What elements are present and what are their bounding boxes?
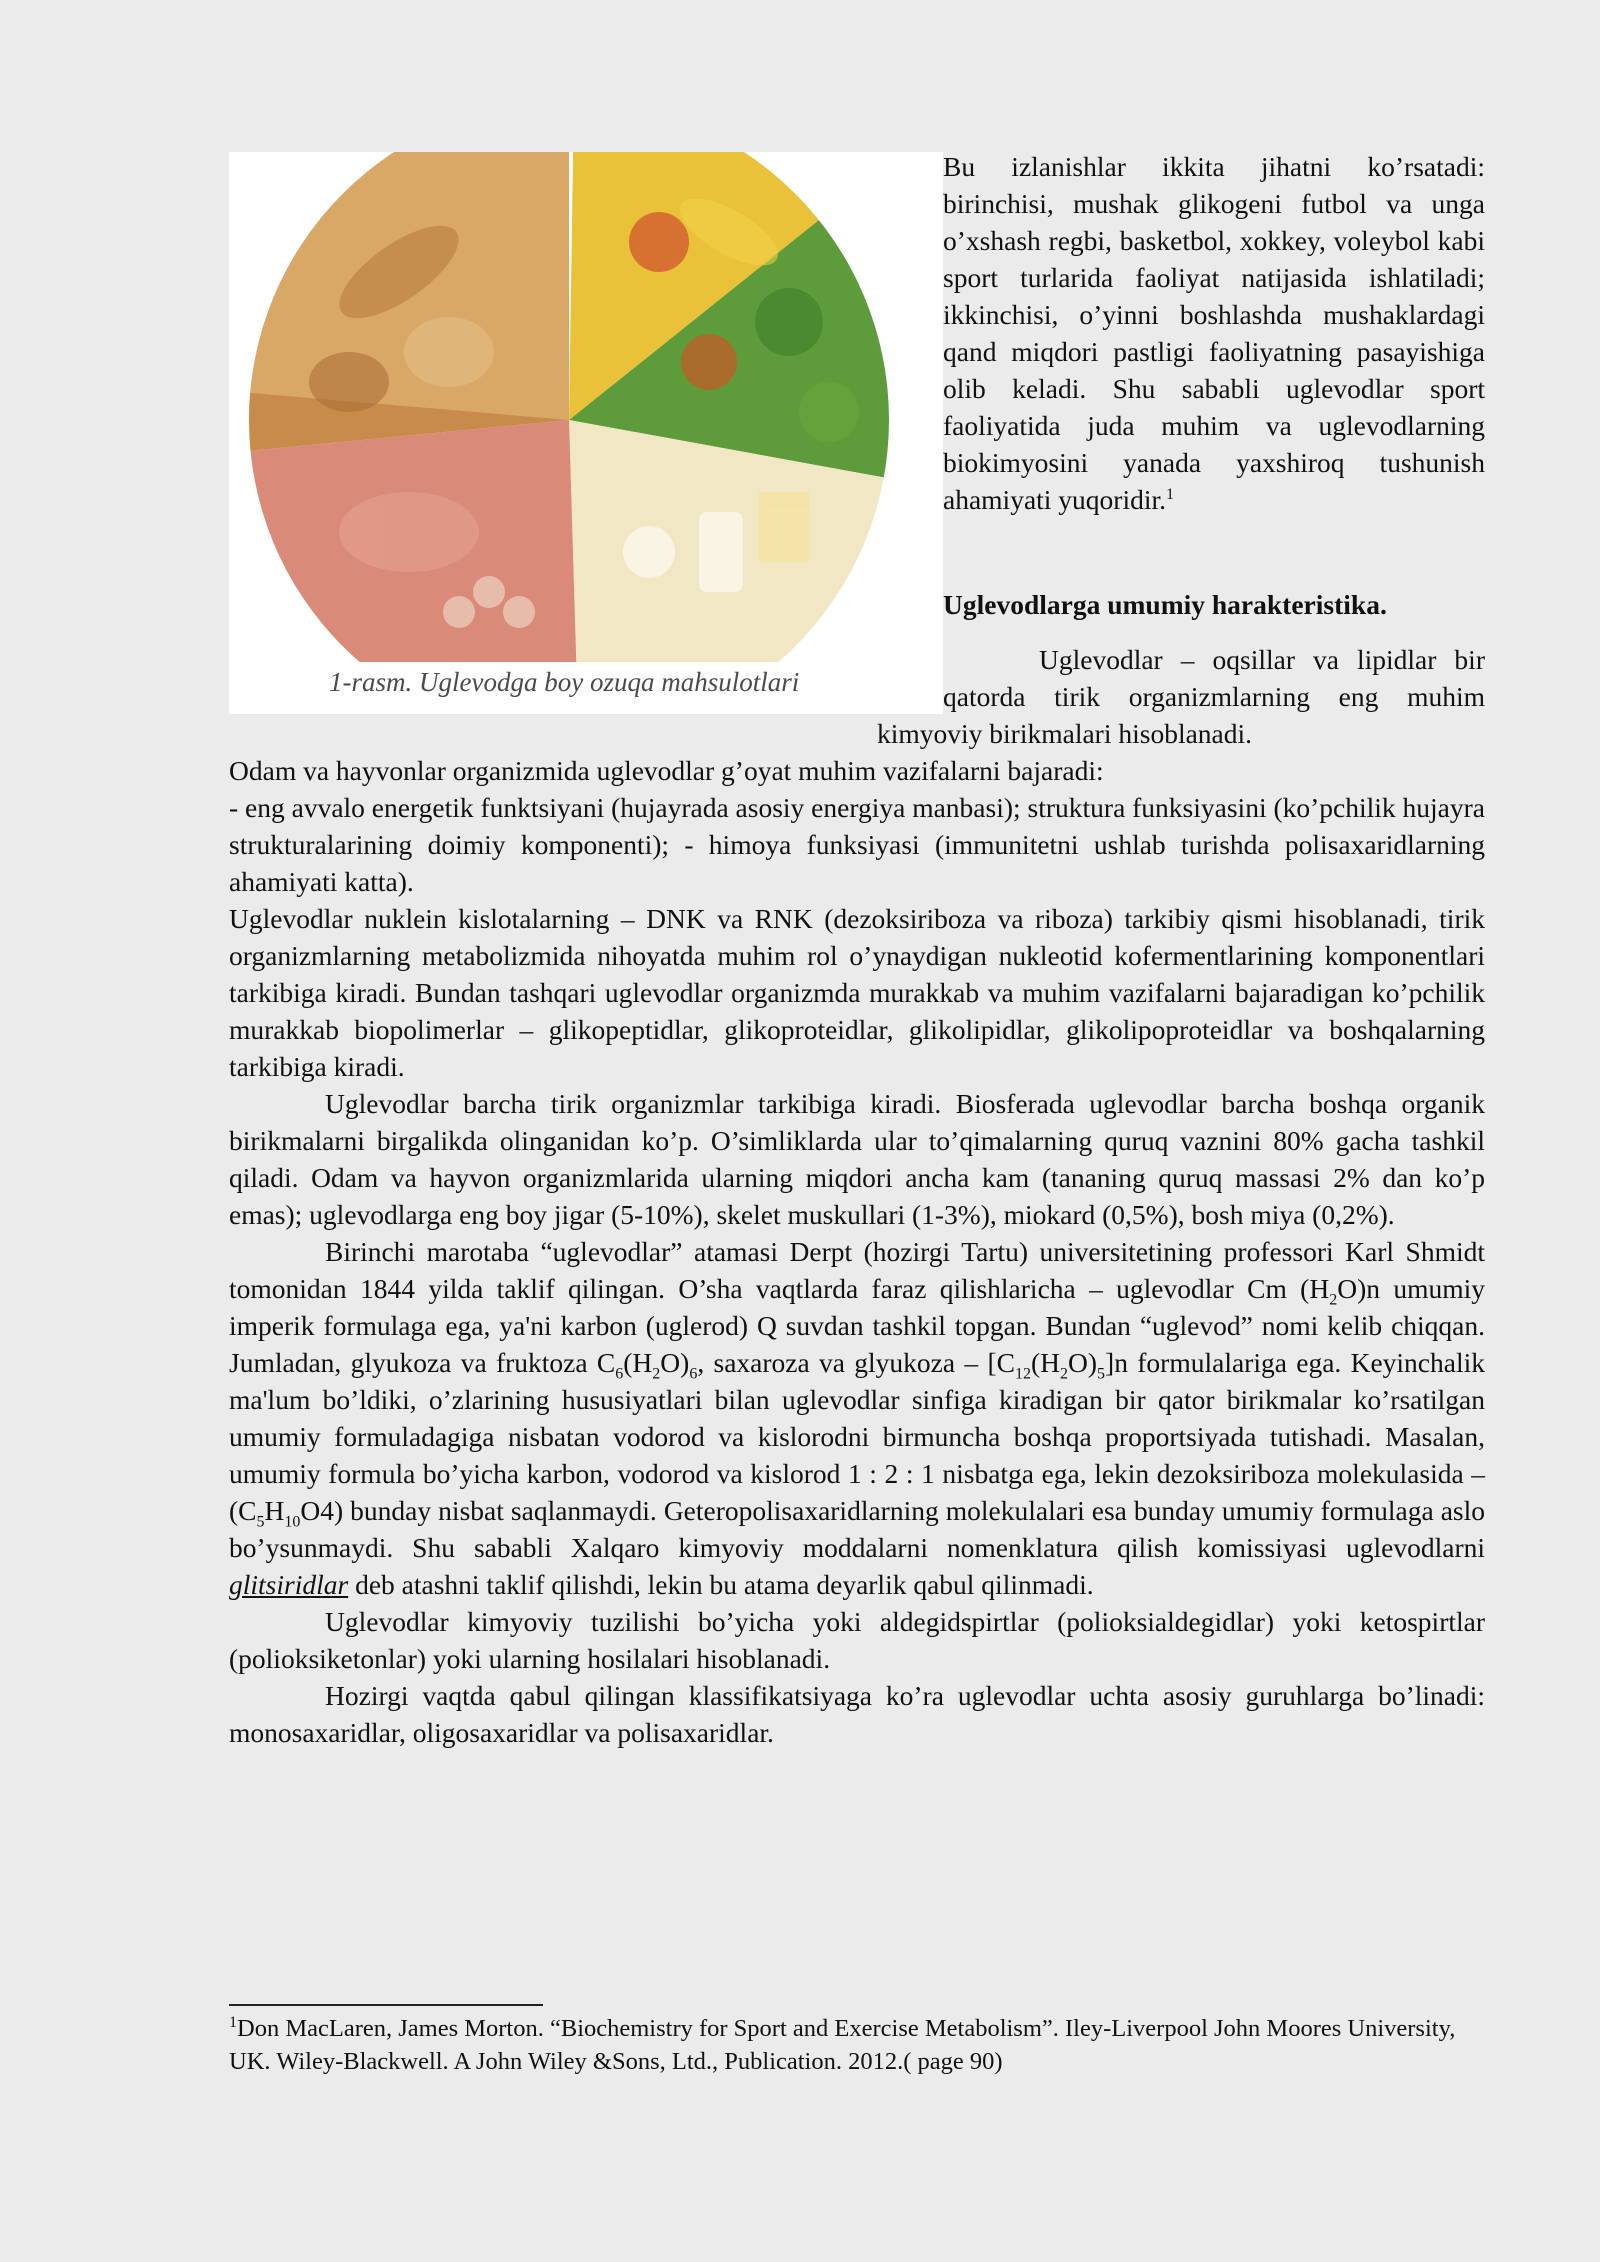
paragraph-1: Uglevodlar – oqsillar va lipidlar bir qatorda tirik organizmlarning eng muhim kimyoviy birikmalari hisoblanadi.: [877, 644, 1485, 749]
glitsiridlar-link[interactable]: glitsiridlar: [229, 1569, 349, 1600]
paragraph-2: Odam va hayvonlar organizmida uglevodlar g’oyat muhim vazifalarni bajaradi:: [229, 755, 1104, 786]
intro-paragraph: Bu izlanishlar ikkita jihatni ko’rsatadi: birinchisi, mushak glikogeni futbol va unga o’xshash regbi, basketbol, xokkey, voleybol kabi sport turlarida faoliyat natijasida ishlatiladi; ikkinchisi, o’yinni boshlashda mushaklardagi qand miqdori pastligi faoliyatning pasayishiga olib keladi. Shu sababli uglevodlar sport faoliyatida juda muhim va uglevodlarning biokimyosini yanada yaxshiroq tushunish ahamiyati yuqoridir.$^1$: [943, 151, 1485, 515]
intro-column: [877, 148, 1485, 752]
footnote: $^1$Don MacLaren, James Morton. “Biochemistry for Sport and Exercise Metabolism”. Iley-Liverpool John Moores University, UK. Wiley-Blackwell. A John Wiley &Sons, Ltd., Publication. 2012.( page 90): [229, 2013, 1456, 2075]
footnote-divider: [229, 2004, 543, 2006]
paragraph-7: Uglevodlar kimyoviy tuzilishi bo’yicha yoki aldegidspirtlar (polioksialdegidlar) yoki ketospirtlar (polioksiketonlar) yoki ularning hosilalari hisoblanadi.: [229, 1606, 1485, 1674]
food-wheel-illustration: [229, 152, 943, 662]
paragraph-6: Birinchi marotaba “uglevodlar” atamasi Derpt (hozirgi Tartu) universitetining professori Karl Shmidt tomonidan 1844 yilda taklif qilingan. O’sha vaqtlarda faraz qilishlaricha – uglevodlar Cm $(H_2O)n$ umumiy imperik formulaga ega, ya'ni karbon (uglerod) Q suvdan tashkil topgan. Bundan “uglevod” nomi kelib chiqqan. Jumladan, glyukoza va fruktoza $C_6(H_2O)_6$, saxaroza va glyukoza – $[C_{12}(H_2O)_5]n$ formulalariga ega. Keyinchalik ma'lum bo’ldiki, o’zlarining hususiyatlari bilan uglevodlar sinfiga kiradigan bir qator birikmalar ko’rsatilgan umumiy formuladagiga nisbatan vodorod va kislorodni birmuncha boshqa proportsiyada tutishadi. Masalan, umumiy formula bo’yicha karbon, vodorod va kislorod 1 : 2 : 1 nisbatga ega, lekin dezoksiriboza molekulasida – $(C_5H_{10}O4)$ bunday nisbat saqlanmaydi. Geteropolisaxaridlarning molekulalari esa bunday umumiy formulaga aslo bo’ysunmaydi. Shu sababli Xalqaro kimyoviy moddalarni nomenklatura qilish komissiyasi uglevodlarni glitsiridlar deb atashni taklif qilishdi, lekin bu atama deyarlik qabul qilinmadi.: [229, 1236, 1485, 1600]
figure-caption: 1-rasm. Uglevodga boy ozuqa mahsulotlari: [329, 667, 800, 697]
paragraph-3: - eng avvalo energetik funktsiyani (hujayrada asosiy energiya manbasi); struktura funksiyasini (ko’pchilik hujayra strukturalarining doimiy komponenti); - himoya funksiyasi (immunitetni ushlab turishda polisaxaridlarning ahamiyati katta).: [229, 792, 1485, 897]
paragraph-4: Uglevodlar nuklein kislotalarning – DNK va RNK (dezoksiriboza va riboza) tarkibiy qismi hisoblanadi, tirik organizmlarning metabolizmida nihoyatda muhim rol o’ynaydigan nukleotid kofermentlarining komponentlari tarkibiga kiradi. Bundan tashqari uglevodlar organizmda murakkab va muhim vazifalarni bajaradigan ko’pchilik murakkab biopolimerlar – glikopeptidlar, glikoproteidlar, glikolipidlar, glikolipoproteidlar va boshqalarning tarkibiga kiradi.: [229, 903, 1485, 1082]
footnote-ref[interactable]: 1: [1166, 485, 1175, 503]
section-heading: Uglevodlarga umumiy harakteristika.: [943, 589, 1387, 620]
body-content: [229, 148, 1485, 1751]
paragraph-8: Hozirgi vaqtda qabul qilingan klassifikatsiyaga ko’ra uglevodlar uchta asosiy guruhlarga bo’linadi: monosaxaridlar, oligosaxaridlar va polisaxaridlar.: [229, 1680, 1485, 1748]
figure: [229, 152, 943, 714]
paragraph-5: Uglevodlar barcha tirik organizmlar tarkibiga kiradi. Biosferada uglevodlar barcha boshqa organik birikmalarni birgalikda olinganidan ko’p. O’simliklarda ular to’qimalarning quruq vaznini 80% gacha tashkil qiladi. Odam va hayvon organizmlarida ularning miqdori ancha kam (tananing quruq massasi 2% dan ko’p emas); uglevodlarga eng boy jigar (5-10%), skelet muskullari (1-3%), miokard (0,5%), bosh miya (0,2%).: [229, 1088, 1485, 1230]
